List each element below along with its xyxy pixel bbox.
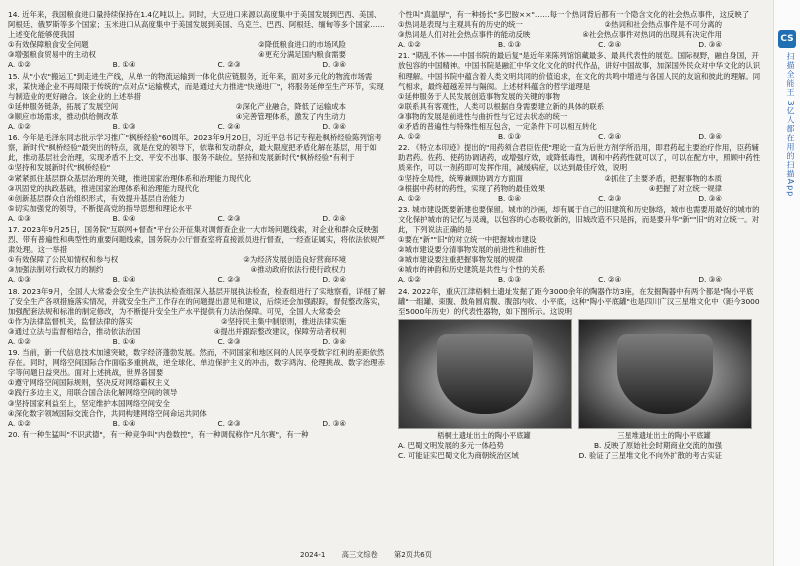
- question-14: [8, 10, 386, 71]
- option: ④完善管理体系，激发了内生动力: [235, 111, 346, 121]
- question-stem: 18. 2023年9月，全国人大常委会安全生产法执法检查组深入基层开展执法检查，检查组进行了实地察看，详细了解了安全生产各项措施落实情况，并就安全生产工作存在的问题提出意见和建议，后续还会加强跟踪，督促整改落实，加强配套法规和标准的制定修改，为不断提升安全生产水平提供有力法治保障。可见，全国人大常委会: [8, 286, 386, 316]
- choice: C. ②③: [217, 60, 241, 70]
- option: ①坚持全局性，统筹兼顾协调方方面面: [398, 173, 523, 183]
- choice: D. ③④: [322, 418, 346, 428]
- choice: D. ③④: [322, 337, 346, 346]
- option: ①延伸服务链条，拓展了发展空间: [8, 101, 119, 111]
- choice: C. ②③: [217, 213, 241, 223]
- question-stem: 19. 当前，新一代信息技术加速突破，数字经济蓬勃发展。然而，不同国家和地区间的人民享受数字红利的差距依然存在。同时，网络空间国际合作面临多重挑战，逆全球化、单边保护主义的冲击，数字鸿沟、伦理挑战、数字治理赤字等问题日益突出。面对上述挑战，世界各国要: [8, 348, 385, 378]
- photo-sanxingdui: [578, 319, 750, 441]
- artifact-photos: [398, 319, 762, 441]
- answer-choices: [8, 337, 386, 347]
- option: ②为经济发展创造良好营商环境: [243, 255, 346, 265]
- option: ②降低粮食进口的市场风险: [258, 40, 346, 50]
- choice: B. ①④: [112, 418, 136, 428]
- choice: C. ②③: [598, 193, 622, 203]
- right-column: [398, 10, 762, 462]
- choice: B. ①④: [497, 193, 522, 203]
- option: ④矛盾的普遍性与特殊性相互包含，一定条件下可以相互转化: [398, 122, 597, 132]
- option: ①有效保障了公民知情权和参与权: [8, 255, 119, 265]
- answer-choices: [8, 214, 386, 224]
- answer-choices: [8, 275, 386, 285]
- answer-choices: [8, 122, 386, 132]
- page-number: 第2页共6页: [394, 550, 432, 559]
- choice: D. ②④: [322, 275, 346, 285]
- question-20-continued: [398, 10, 762, 50]
- option: ④提出并跟踪整改建议，保障劳动者权利: [213, 326, 346, 336]
- answer-choices: [398, 194, 762, 204]
- choice: B. ①④: [112, 275, 136, 285]
- choice: C. ②③: [217, 418, 241, 428]
- choice: D. ②④: [322, 213, 346, 223]
- statement-options: [398, 20, 762, 30]
- question-stem: 20. 有一种生猛叫"不识武德"，有一种竞争叫"内卷数控"，有一种调侃称作"凡尔赛"，有一种: [8, 429, 309, 439]
- choice: B. ①④: [112, 213, 136, 223]
- option: ①遵守网络空间国际规则，坚决反对网络霸权主义: [8, 378, 170, 388]
- statement-options: [398, 30, 762, 40]
- choice: C. ②④: [598, 40, 622, 50]
- photo-caption: 三星堆遗址出土的陶小平底罐: [617, 430, 711, 440]
- option: ①热词是表现与主观具有的历史的统一: [398, 20, 523, 30]
- option: ⑤切实加强党的领导，不断提高党的指导思想和理论水平: [8, 203, 193, 213]
- question-22: [398, 143, 762, 204]
- statement-options: [398, 174, 762, 184]
- choice: D. ③④: [698, 40, 722, 50]
- answer-choices: [398, 441, 762, 451]
- option: ④推动政府依法行使行政权力: [250, 265, 346, 275]
- pottery-jar-image: [578, 319, 752, 429]
- scanner-watermark-bar: [773, 0, 800, 566]
- choice: C. ②④: [598, 132, 622, 142]
- choice: D. ③④: [698, 193, 722, 203]
- choice: B. ①③: [497, 40, 522, 50]
- question-20: [8, 430, 386, 440]
- option: ②坚持民主集中制原则，推进法律实施: [221, 316, 346, 326]
- page-footer: [300, 550, 446, 560]
- statement-options: [8, 327, 386, 337]
- choice: A. ①②: [8, 337, 31, 346]
- choice: A. ①③: [8, 275, 31, 285]
- choice: A. ①③: [8, 213, 31, 223]
- choice: A. ①②: [398, 275, 421, 285]
- answer-choices: [8, 419, 386, 429]
- option: ③加强法制对行政权力的制约: [8, 265, 104, 275]
- option: ②联系具有客观性，人类可以根据自身需要建立新的具体的联系: [398, 101, 605, 111]
- choice: B. ①④: [112, 60, 136, 70]
- option: ②城市建设要分清事物发展的前进性和曲折性: [398, 245, 546, 255]
- option: ③顺应市场需求，推动供给侧改革: [8, 111, 119, 121]
- choice: A. ①②: [398, 132, 421, 142]
- option: ③根据中药材的药性，实现了药物的最佳效果: [398, 183, 546, 193]
- statement-options: [8, 102, 386, 112]
- question-stem: 22. 《特立本印迹》提出的"用药须合君臣佐使"理论一直为后世方剂学所沿用，即君药起主要治疗作用，臣药辅助君药。佐药、使药协调诸药，或增强疗效，或降低毒性，调和中药药性就可以了，可以在配方中，照顾中药性质来作，可以一剂药即可发挥作用，减缓病症，以达到最佳疗效，说明: [398, 143, 761, 173]
- question-21: [398, 51, 762, 142]
- question-16: [8, 133, 386, 224]
- question-19: [8, 348, 386, 429]
- option: ①有效保障粮食安全问题: [8, 40, 89, 50]
- photo-wutongtu: [398, 319, 570, 441]
- option: ②践行多边主义，用联合国合法化解网络空间的领导: [8, 388, 178, 398]
- statement-options: [8, 112, 386, 122]
- question-stem: 17. 2023年9月25日，国务院"互联网+督查"平台公开征集对调督查企业一大市场问题线索，对企业和群众反映强烈、带有普遍性和典型性的重要问题线索，国务院办公厅督查室将直接派员进行督查，一经查证属实，将依法依规严肃处理。这一举措: [8, 224, 385, 255]
- choice: B. ①④: [112, 337, 136, 346]
- option: ④更充分满足国内粮食需要: [258, 50, 346, 60]
- choice: C. ②③: [217, 275, 241, 285]
- option: ③热词是人们对社会热点事件的能动反映: [398, 30, 531, 40]
- choice: C. ②③: [217, 337, 241, 346]
- statement-options: [8, 50, 386, 60]
- question-17: [8, 225, 386, 286]
- choice: B. ①③: [497, 132, 522, 142]
- option: ②深化产业融合，降低了运输成本: [235, 101, 346, 111]
- option: ②热词和社会热点事件是不可分离的: [604, 20, 722, 30]
- option: ④深化数字领域国际交流合作，共同构建网络空间命运共同体: [8, 408, 207, 418]
- question-stem: 24. 2022年，重庆江津梧桐土遗址发掘了距今3000余年的陶器作坊3座，在发掘陶器中有两个都是"陶小平底罐"一组罐、束腹、鼓角圆肩腹、腹部内收、小平底，这种"陶小平底罐"也是四川广汉三星堆文化中（距今3000至5000年历史）的代表性器物，如下图所示。这说明: [398, 286, 760, 316]
- answer-choices: [398, 132, 762, 142]
- question-23: [398, 205, 762, 286]
- option: ③巩固党的执政基础，推进国家治理体系和治理能力现代化: [8, 183, 200, 193]
- exam-code: 2024-1: [300, 550, 326, 559]
- option: ③城市建设要注重把握事物发展的规律: [398, 255, 523, 265]
- choice: D. ③④: [698, 132, 722, 142]
- question-18: [8, 287, 386, 348]
- option: ③坚持国家利益至上，坚定维护本国网络空间安全: [8, 398, 170, 408]
- question-stem: 14. 近年来，我国粮食进口量持续保持在1.4亿吨以上。同时，大豆进口来源以高度集中于美国发展到巴西、美国、阿根廷、俄罗斯等多个国家；玉米进口从高度集中于美国发展到美国、乌克兰、巴西、阿根廷、缅甸等多个国家……上述变化能够使我国: [8, 10, 385, 40]
- statement-options: [8, 40, 386, 50]
- choice: D. ③④: [698, 275, 722, 285]
- choice: C. ②④: [217, 122, 241, 132]
- statement-options: [398, 184, 762, 194]
- option: ①延伸服务于人民发展创造事物发展的关键的事物: [398, 91, 560, 101]
- option: ①坚持和发展新时代"枫桥经验": [8, 163, 111, 173]
- photo-caption: 梧桐土遗址出土的陶小平底罐: [437, 430, 531, 440]
- option: ④创新基层群众自治组织形式，有效提升基层自治能力: [8, 193, 185, 203]
- choice: B. 反映了原始社会时期商业交流的加强: [593, 440, 722, 450]
- option: ③通过立法与监督相结合，推动依法治国: [8, 326, 141, 336]
- choice: D. ③④: [322, 60, 346, 70]
- choice: D. 验证了三星堆文化不向外扩散的考古实证: [578, 451, 722, 460]
- option: ③事物的发展是前进性与曲折性与它过去状态的统一: [398, 111, 568, 121]
- pottery-jar-image: [398, 319, 572, 429]
- choice: A. ①②: [398, 193, 421, 203]
- question-stem: 16. 今年是毛泽东同志批示学习推广"枫桥经验"60周年。2023年9月20日，习近平总书记专程赴枫桥经验陈列馆考察，新时代"枫桥经验"最突出的特点，就是在党的领导下，依靠和发动群众，最大限度把矛盾化解在基层，用于如此，推动基层社会治理，实现矛盾不上交、平安不出事、服务不缺位。坚持和发展新时代"枫桥经验"有利于: [8, 133, 382, 163]
- option: ③增强粮食贸易中的主动权: [8, 50, 96, 60]
- watermark-label: 扫描全能王 3亿人都在用的扫描App: [786, 52, 795, 198]
- left-column: [8, 10, 386, 441]
- option: ②紧紧抓住基层群众基层治理的关键，推进国家治理体系和治理能力现代化: [8, 173, 252, 183]
- answer-choices: [8, 60, 386, 70]
- option: ④社会热点事件对热词的出现具有决定作用: [582, 30, 722, 40]
- option: ④城市的神韵和历史建筑是共性与个性的关系: [398, 265, 546, 275]
- answer-choices: [398, 451, 762, 461]
- choice: C. 可能证实巴蜀文化为商朝统治区域: [398, 451, 519, 460]
- option: ①作为法律监督机关，监督法律的落实: [8, 316, 133, 326]
- choice: A. 巴蜀文明发展的多元一体趋势: [398, 440, 504, 450]
- choice: C. ②④: [598, 275, 622, 285]
- question-stem: 15. 从"小农"搬运工"到走进生产线，从单一的物流运输到一体化供应链服务，近年来，面对多元化的物流市场需求，某快递企业不再局限于传统的"点对点"运输模式，而是通过大力推进"快递进厂"，将服务延伸至生产环节，实现与制造业的更好融合。该企业的上述举措: [8, 71, 384, 101]
- option: ①要在"新""旧"的对立统一中把握城市建设: [398, 235, 537, 245]
- subject-label: 高三文综卷: [341, 550, 378, 559]
- question-stem: 21. "期乱不休——中国书院的最后复"是近年来陈列馆馆藏最多、最具代表性的展览。国际视野，融自身国，开放包容的中国精神。中国书院是融汇中华文化文化的时代作品，讲好中国故事，加深国外民众对中华文化的认识和理解。中国书院中蕴含着人类文明共同的价值追求，在文化的共鸣中增进与各国人民的友谊和彼此的理解。同气相求，最终超越差异与隔阂。上述材料蕴含的哲学道理是: [398, 51, 761, 91]
- camscanner-logo-icon: CS: [778, 30, 796, 48]
- choice: A. ①②: [398, 40, 421, 50]
- choice: A. ①②: [8, 122, 31, 132]
- question-15: [8, 72, 386, 133]
- choice: B. ①③: [112, 122, 136, 132]
- statement-options: [8, 255, 386, 265]
- statement-options: [8, 265, 386, 275]
- choice: A. ①②: [8, 418, 31, 428]
- answer-choices: [398, 40, 762, 50]
- question-stem: 个性叫"真温厚"，有一种扬长"多巴胺××"……每一个热词背后都有一个隐含文化的社会热点事件，这反映了: [398, 10, 750, 19]
- choice: D. ③④: [322, 122, 346, 132]
- question-stem: 23. 城市建设既要新建也要保留。城市的沙画，却有属于自己的旧建筑和历史脉络，城市也需要用最好的城市的文化保护城市的记忆与灵魂，以包容的心态吸收新的，旧城改造不只是拆，而是要升华"新""旧"的对立统一。对此，下列说法正确的是: [398, 204, 760, 234]
- statement-options: [8, 317, 386, 327]
- choice: A. ①②: [8, 60, 31, 70]
- option: ②抓住了主要矛盾，把握事物的本质: [604, 173, 722, 183]
- question-24: [398, 287, 762, 462]
- option: ④把握了对立统一规律: [648, 183, 722, 193]
- answer-choices: [398, 275, 762, 285]
- choice: B. ①③: [497, 275, 522, 285]
